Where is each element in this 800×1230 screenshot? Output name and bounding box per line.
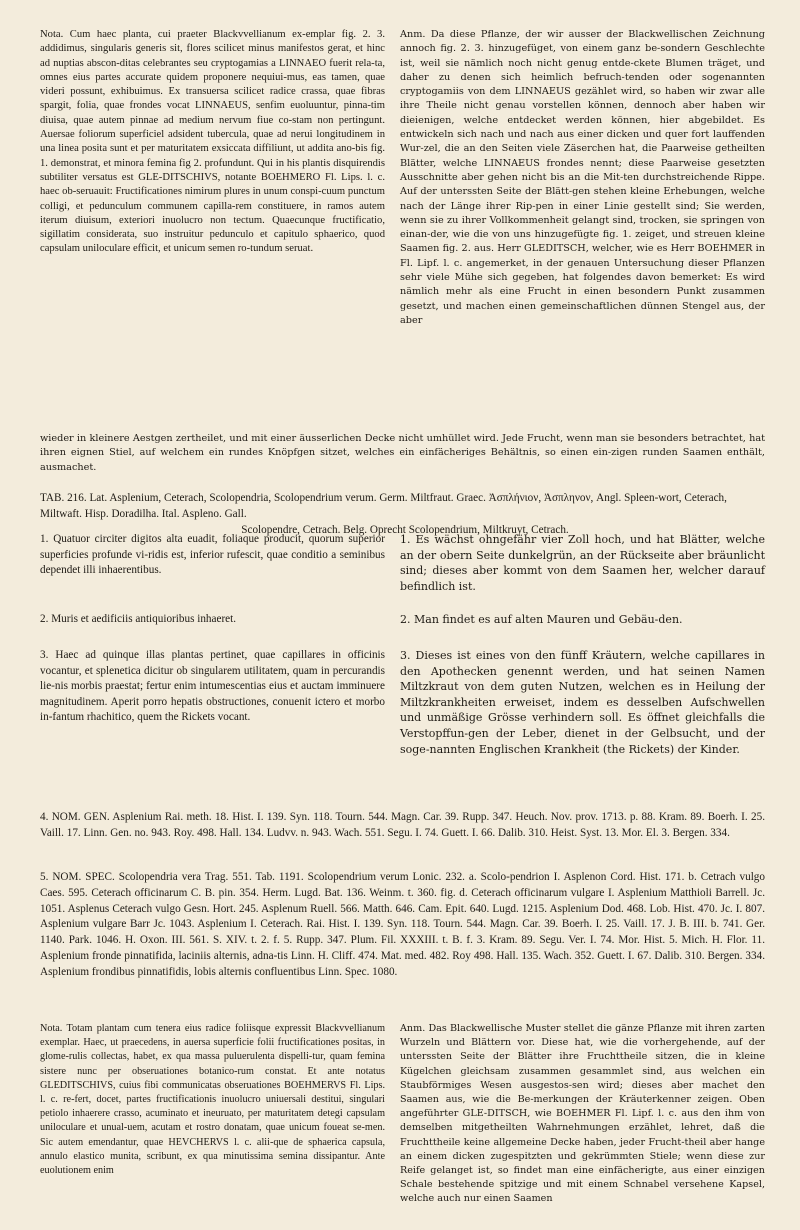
paragraph-3-german: 3. Dieses ist eines von den fünff Kräutern, welche capillares in den Apothecken genennt werden, und hat seinen Namen Miltzkraut von dem guten Nutzen, welchen es in Heilung der Miltzkrankheiten erweiset, indem es desselben Aufschwellen und unmäßige Grösse verhindern soll. Es öffnet gleichfalls die Verstopffun-gen der Leber, dienet in der Gelbsucht, und der soge-nannten Englischen Krankheit (the Rickets) der Kinder. <box>400 649 765 756</box>
note-german-continuation: wieder in kleinere Aestgen zertheilet, und mit einer äusserlichen Decke nicht umhüllet wird. Jede Frucht, wenn man sie besonders betrachtet, hat ihren eignen Stiel, auf welchem ein rundes Knöpfgen sitzet, welches ein einfächeriges Behältnis, so einen ein-zigen runden Saamen enthält, ausmachet. <box>40 433 765 473</box>
nomen-genericum: 4. NOM. GEN. Asplenium Rai. meth. 18. Hist. I. 139. Syn. 118. Tourn. 544. Magn. Car. 39. Rupp. 347. Heuch. Nov. prov. 1713. p. 88. Kram. 89. Boerh. I. 25. Vaill. 17. Linn. Gen. no. 943. Roy. 498. Hall. 134. Ludvv. n. 943. Wach. 551. Segu. I. 74. Guett. I. 66. Dalib. 310. Heist. Syst. 13. Mor. El. 3. Bergen. 334. <box>40 811 765 839</box>
paragraph-1-latin: 1. Quatuor circiter digitos alta euadit, foliaque producit, quorum superior superficies profunde vi-ridis est, inferior rufescit, quae conditio a seminibus dependet illi inhaerentibus. <box>40 533 385 577</box>
paragraph-3-latin: 3. Haec ad quinque illas plantas pertinet, quae capillares in officinis vocantur, et splenetica dicitur ob singularem utilitatem, quam in percurandis lie-nis morbis praestat; fertur enim intumescentias eius et auctam imminuere magnitudinem. Aperit porro hepatis obstructiones, conuenit ictero et morbo in-fantum rhachitico, quem the Rickets vocant. <box>40 649 385 724</box>
note-latin-bottom: Nota. Totam plantam cum tenera eius radice foliisque expressit Blackvvellianum exemplar. Haec, ut praecedens, in auersa superficie folii fructificationes positas, in glome-rulis collectas, habet, ex qua massa puluerulenta dispelli-tur, quam femina sistere nunc per obseruationes botanico-rum constat. Et ante notatus GLEDITSCHIVS, cuius fibi communicatas obseruationes BOEHMERVS Fl. Lips. l. c. re-fert, docet, partes fructificationis inuolucro uniuersali destitui, singulari petiolo inhaerere crasso, acuminato et ineuruato, per maturitatem detegi capsulam uniloculare et unual-uem, acutam et rostro donatam, quae unicum foueat se-men. Sic autem emendantur, quae HEVCHERVS l. c. alii-que de sphaerica capsula, annulo elastico munita, scribunt, ex qua minutissima semina dissipantur. Ante euolutionem enim <box>40 1023 385 1177</box>
note-german-bottom: Anm. Das Blackwellische Muster stellet die gänze Pflanze mit ihren zarten Wurzeln und Blättern vor. Diese hat, wie die vorhergehende, auf der unterssten Seite der Blätter ihre Fruchttheile sitzen, die in kleine Kügelchen gleichsam zusammen gesammlet sind, aus welchen ein Staubförmiges Wesen ausgestos-sen wird; dieses aber machet den Saamen aus, wie die Be-merkungen der Kräuterkenner zeigen. Oben angeführter GLE-DITSCH, wie BOEHMER Fl. Lipf. l. c. aus den ihm von demselben mitgetheilten Wahrnehmungen erzählet, lehret, daß die Fruchttheile keine allgemeine Decke haben, jeder Frucht-theil aber hange an einem dicken zugespitzten und gekrümmten Stiele; wenn diese zur Reife gelanget ist, so findet man eine einfächerigte, aus einer einzigen Schale bestehende spitzige und mit einem Schnabel versehene Kapsel, welche auch nur einen Saamen <box>400 1023 765 1205</box>
plate-heading-line-2: Scolopendre, Cetrach. Belg. Oprecht Scolopendrium, Miltkruyt, Cetrach. <box>241 524 569 536</box>
note-latin-top: Nota. Cum haec planta, cui praeter Blackvvellianum ex-emplar fig. 2. 3. addidimus, singularis generis sit, flores scilicet minus manifestos gerat, et hinc ad nuptias abscon-ditas celebrantes seu cryptogamias a LINNAEO fuerit rela-ta, omnes eius partes accurate quidem proponere nequiui-mus, eas tamen, quae videri possunt, exhibuimus. Ex transuersa scilicet radice crassa, quae fibras spargit, folia, quae frondes vocat LINNAEUS, senfim euoluuntur, pinna-tim diuisa, quae autem pinnae ad medium nervum fiue co-stam non pertingunt. Auersae foliorum superficiel adsident tubercula, quae ad nerui longitudinem in una linea posita sunt et per maturitatem exsiccata diffiliunt, ut addita ano-bis fig. 1. demonstrat, et minora femina fig 2. profundunt. Qui in his plantis disquirendis subtiliter versatus est GLE-DITSCHIVS, notante BOEHMERO Fl. Lips. l. c. haec ob-seruauit: Fructificationes nimirum plures in unum conspi-cuum punctum colligi, et pedunculum communem capilla-rem constituere, in ramos autem iterum diuisum, exteriori inuolucro non tectum. Quaecunque fructificatio, sigillatim considerata, suo instruitur pedunculo et capitulo sphaerico, quod capsulam uniloculare efficit, et unicum semen ro-tundum seruat. <box>40 29 385 255</box>
note-german-top: Anm. Da diese Pflanze, der wir ausser der Blackwellischen Zeichnung annoch fig. 2. 3. hinzugefüget, von einem ganz be-sondern Geschlechte ist, weil sie nämlich noch nicht genug entde-ckete Blumen träget, und daher zu denen sich heimlich befruch-tenden oder sogenannten cryptogamiis von dem LINNAEUS gezählet wird, so haben wir zwar alle ihre Theile nicht genau vorstellen können, dennoch aber haben wir dieienigen, welche entdecket werden können, hier abgebildet. Es entwickeln sich nach und nach aus einer dicken und quer fort lauffenden Wur-zel, die an den Seiten viele Zäserchen hat, die Paarweise getheilten Blätter, welche LINNAEUS frondes nennt; diese Paarweise gesetzten Ausschnitte aber gehen nicht bis an die Mit-ten durchstreichende Rippe. Auf der unterssten Seite der Blätt-gen stehen kleine Erhebungen, welche nach der Länge ihrer Rip-pen in einer Linie gestellt sind; Sie werden, wenn sie zu ihrer Vollkommenheit gelangt sind, trocken, sie springen von einan-der, wie die von uns hinzugefügte fig. 1. zeiget, und streuen kleine Saamen fig. 2. aus. Herr GLEDITSCH, welcher, wie es Herr BOEHMER in Fl. Lipf. l. c. angemerket, in der genauen Untersuchung dieser Pflanzen sehr viele Mühe sich gegeben, hat folgendes davon bemerket: Es wird nämlich mehr als eine Frucht in einen besondern Punkt zusammen gesetzt, und machen einen gemeinschaftlichen dünnen Stengel aus, der aber <box>400 29 765 326</box>
plate-heading-line-1: TAB. 216. Lat. Asplenium, Ceterach, Scolopendria, Scolopendrium verum. Germ. Miltfraut. Graec. Ἀσπλήνιον, Ἀσπληνον, Angl. Spleen-wort, Ceterach, Miltwaft. Hisp. Doradilha. Ital. Aspleno. Gall. <box>40 492 727 520</box>
plate-heading <box>40 490 770 538</box>
nomen-specificum: 5. NOM. SPEC. Scolopendria vera Trag. 551. Tab. 1191. Scolopendrium verum Lonic. 232. a. Scolo-pendrion I. Asplenon Cord. Hist. 171. b. Cetrach vulgo Caes. 595. Ceterach officinarum C. B. pin. 354. Herm. Lugd. Bat. 136. Weinm. t. 360. fig. d. Ceterach officinarum vulgare I. Asplenium Matthioli Barrell. Jc. 1051. Asplenus Ceterach vulgo Gesn. Hort. 245. Asplenum Ruell. 566. Matth. 646. Cam. Epit. 640. Lugd. 1215. Asplenium Dod. 468. Lob. Hist. 470. Jc. I. 807. Asplenium vulgare Barr Jc. 1043. Asplenium I. Ceterach. Rai. Hist. I. 139. Syn. 118. Tourn. 544. Magn. Car. 39. Boerh. I. 25. Vaill. 17. J. B. III. b. 741. Ger. 1140. Park. 1046. H. Oxon. III. 561. S. XIV. t. 2. f. 5. Rupp. 347. Plum. Fil. XXXIII. t. B. f. 3. Kram. 89. Segu. Ver. I. 74. Mor. Hist. 5. Mich. H. Flor. 11. Asplenium fronde pinnatifida, laciniis alternis, adna-tis Linn. H. Cliff. 474. Mat. med. 482. Roy 498. Hall. 135. Wach. 352. Guett. I. 67. Dalib. 310. Bergen. 334. Asplenium frondibus pinnatifidis, lobis alternis confluentibus Linn. Spec. 1080. <box>40 871 765 978</box>
paragraph-1-german: 1. Es wächst ohngefähr vier Zoll hoch, und hat Blätter, welche an der obern Seite dunkelgrün, an der Rückseite aber bräunlicht sind; dieses aber kommt von dem Saamen her, welcher darauf befindlich ist. <box>400 533 765 593</box>
paragraph-2-latin: 2. Muris et aedificiis antiquioribus inhaeret. <box>40 613 237 625</box>
paragraph-2-german: 2. Man findet es auf alten Mauren und Gebäu-den. <box>400 613 683 626</box>
